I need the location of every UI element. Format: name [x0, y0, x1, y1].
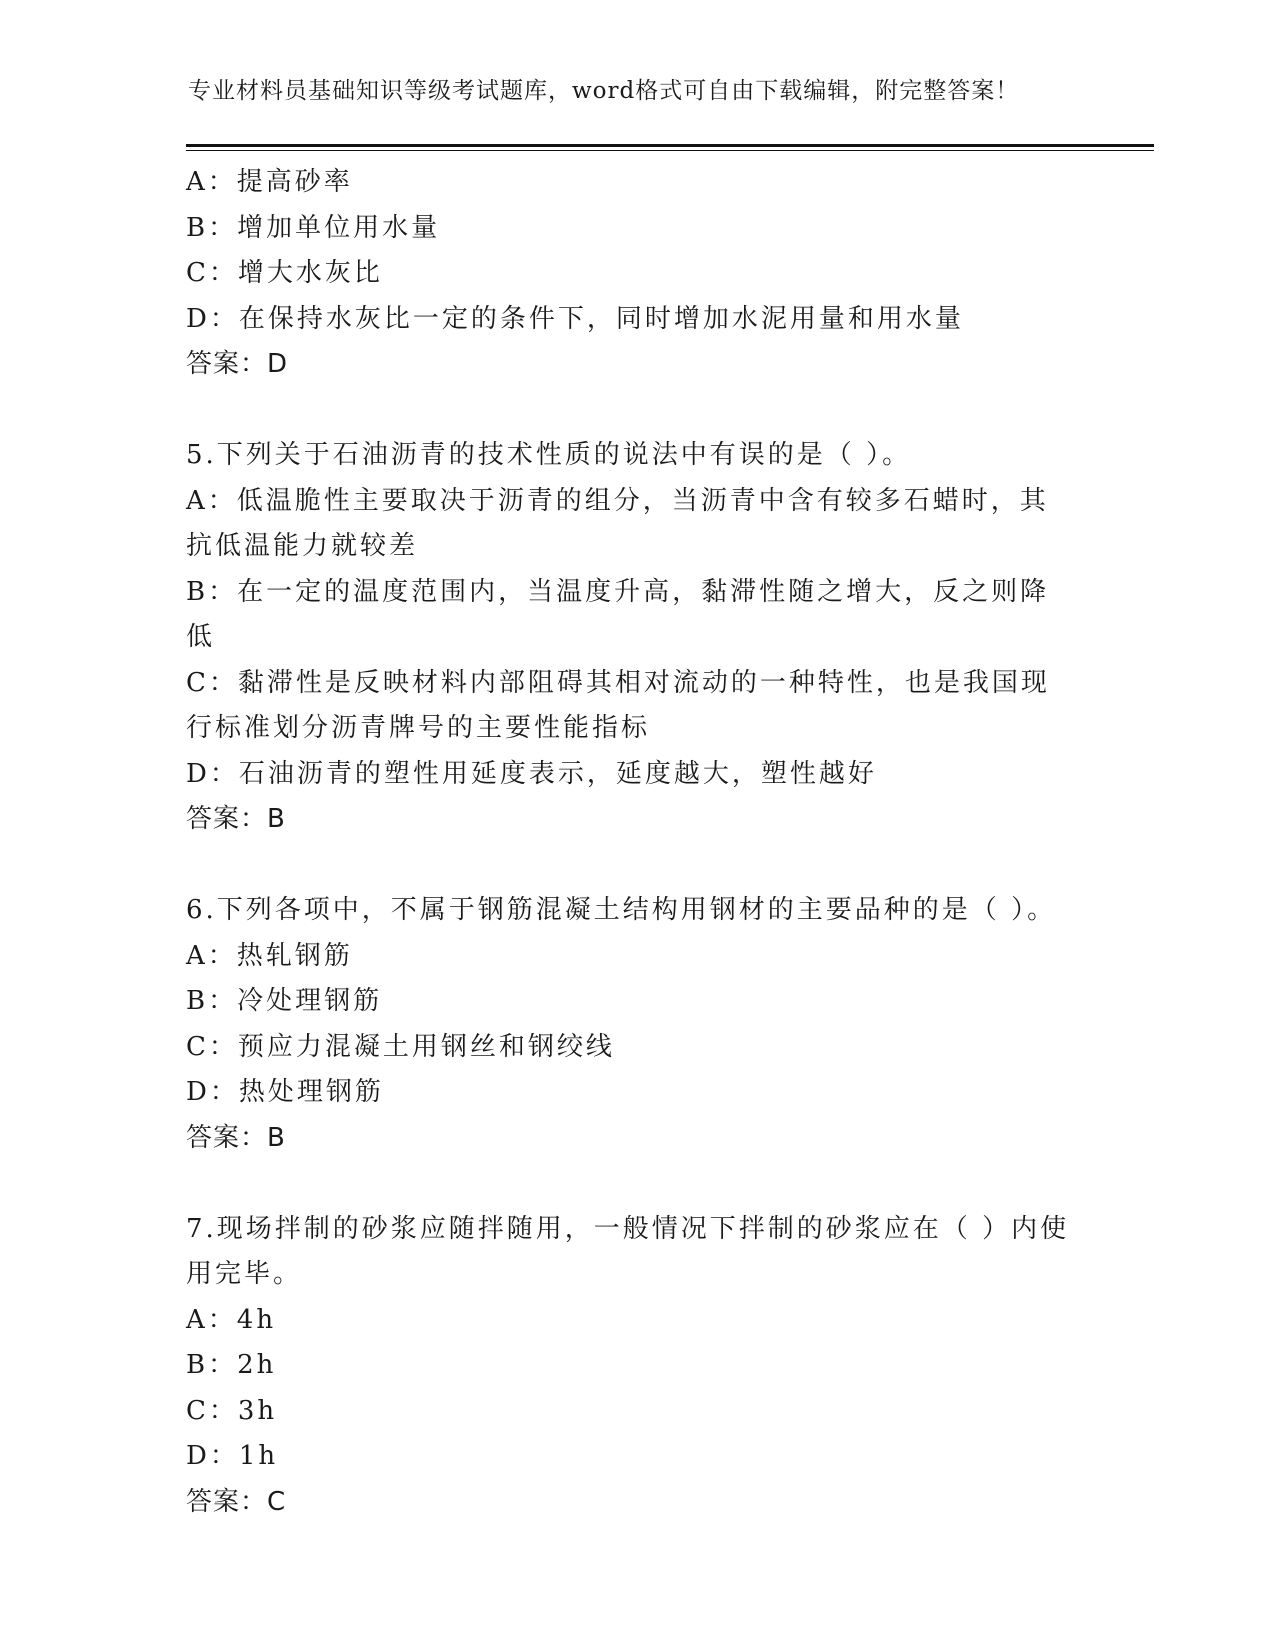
- question-5: [186, 433, 1076, 843]
- question-list: [186, 160, 1076, 1525]
- option-c: C：增大水灰比: [186, 258, 383, 288]
- question-7: [186, 1207, 1076, 1526]
- answer: 答案：B: [186, 1122, 286, 1153]
- option-b: B：冷处理钢筋: [186, 986, 383, 1016]
- answer: 答案：D: [186, 349, 289, 379]
- option-c: C：黏滞性是反映材料内部阻碍其相对流动的一种特性，也是我国现行标准划分沥青牌号的主要性能指标: [186, 667, 1050, 743]
- question-stem: 7.现场拌制的砂浆应随拌随用，一般情况下拌制的砂浆应在（ ）内使用完毕。: [186, 1213, 1070, 1289]
- answer: 答案：C: [186, 1486, 287, 1517]
- option-c: C：预应力混凝土用钢丝和钢绞线: [186, 1031, 615, 1062]
- option-d: D：1h: [186, 1441, 279, 1471]
- question-stem: 6.下列各项中，不属于钢筋混凝土结构用钢材的主要品种的是（ ）。: [186, 895, 1057, 925]
- option-b: B：增加单位用水量: [186, 212, 441, 243]
- page-header: 专业材料员基础知识等级考试题库，word格式可自由下载编辑，附完整答案！: [188, 78, 1020, 104]
- option-a: A：提高砂率: [186, 167, 353, 197]
- option-b: B：在一定的温度范围内，当温度升高，黏滞性随之增大，反之则降低: [186, 576, 1050, 652]
- header-divider-thin: [186, 150, 1154, 151]
- spacer: [186, 1161, 1076, 1207]
- option-c: C：3h: [186, 1395, 278, 1426]
- question-4-tail: [186, 160, 1076, 388]
- question-stem: 5.下列关于石油沥青的技术性质的说法中有误的是（ ）。: [186, 440, 912, 470]
- option-d: D：热处理钢筋: [186, 1077, 384, 1107]
- option-a: A：热轧钢筋: [186, 940, 353, 971]
- option-b: B：2h: [186, 1350, 277, 1380]
- answer: 答案：B: [186, 804, 286, 834]
- spacer: [186, 388, 1076, 434]
- option-d: D：石油沥青的塑性用延度表示，延度越大，塑性越好: [186, 758, 877, 789]
- spacer: [186, 843, 1076, 889]
- header-divider-thick: [186, 144, 1154, 147]
- option-a: A：低温脆性主要取决于沥青的组分，当沥青中含有较多石蜡时，其抗低温能力就较差: [186, 485, 1049, 561]
- question-6: [186, 888, 1076, 1161]
- option-a: A：4h: [186, 1304, 277, 1335]
- option-d: D：在保持水灰比一定的条件下，同时增加水泥用量和用水量: [186, 303, 964, 334]
